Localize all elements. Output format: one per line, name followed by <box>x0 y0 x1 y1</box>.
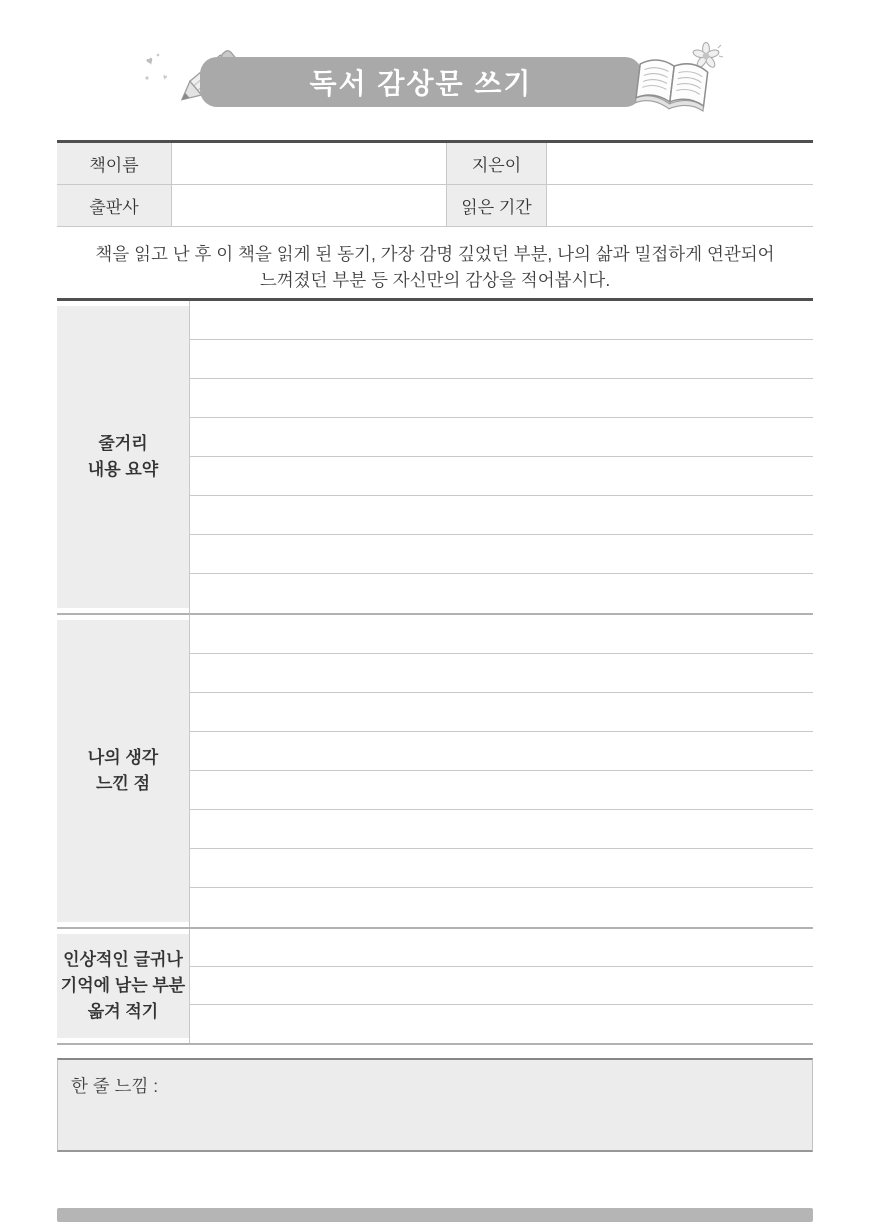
writing-line[interactable] <box>190 418 813 457</box>
one-line-feeling-label: 한 줄 느낌 : <box>71 1076 159 1096</box>
header-banner <box>200 57 642 107</box>
instruction-line-1: 책을 읽고 난 후 이 책을 읽게 된 동기, 가장 감명 깊었던 부분, 나의 삶과 밀접하게 연관되어 <box>95 244 775 264</box>
reading-period-label: 읽은 기간 <box>447 185 547 227</box>
open-book-icon <box>626 42 724 125</box>
writing-grid <box>57 298 813 1045</box>
writing-line[interactable] <box>190 301 813 340</box>
writing-line[interactable] <box>190 535 813 574</box>
svg-text:♥: ♥ <box>143 53 156 69</box>
writing-line[interactable] <box>190 340 813 379</box>
writing-line[interactable] <box>190 732 813 771</box>
quotes-section <box>57 927 813 1043</box>
summary-label-column <box>57 301 190 613</box>
author-input[interactable] <box>547 143 813 185</box>
label-line: 내용 요약 <box>87 460 159 479</box>
label-line: 인상적인 글귀나 <box>63 950 183 969</box>
writing-line[interactable] <box>190 379 813 418</box>
thoughts-section <box>57 613 813 927</box>
page-title: 독서 감상문 쓰기 <box>309 68 533 99</box>
thoughts-label-column <box>57 615 190 927</box>
book-title-label: 책이름 <box>57 143 172 185</box>
writing-line[interactable] <box>190 771 813 810</box>
author-label: 지은이 <box>447 143 547 185</box>
summary-section <box>57 301 813 613</box>
book-title-input[interactable] <box>172 143 447 185</box>
writing-line[interactable] <box>190 615 813 654</box>
one-line-feeling-box[interactable] <box>57 1058 813 1152</box>
publisher-label: 출판사 <box>57 185 172 227</box>
instruction-line-2: 느껴졌던 부분 등 자신만의 감상을 적어봅시다. <box>259 270 611 290</box>
book-info-table <box>57 140 813 227</box>
quotes-writing-area[interactable] <box>190 929 813 1043</box>
footer-bar <box>57 1208 813 1222</box>
writing-line[interactable] <box>190 1005 813 1043</box>
label-line: 느낀 점 <box>96 774 150 793</box>
quotes-label <box>57 934 189 1038</box>
label-line: 줄거리 <box>98 434 148 453</box>
instruction-text <box>57 241 813 293</box>
writing-line[interactable] <box>190 457 813 496</box>
thoughts-label <box>57 620 189 922</box>
writing-line[interactable] <box>190 496 813 535</box>
writing-line[interactable] <box>190 888 813 927</box>
writing-line[interactable] <box>190 810 813 849</box>
svg-text:♥: ♥ <box>161 72 169 83</box>
summary-label <box>57 306 189 608</box>
thoughts-writing-area[interactable] <box>190 615 813 927</box>
writing-line[interactable] <box>190 574 813 613</box>
summary-writing-area[interactable] <box>190 301 813 613</box>
label-line: 나의 생각 <box>87 748 159 767</box>
writing-line[interactable] <box>190 929 813 967</box>
writing-line[interactable] <box>190 967 813 1005</box>
label-line: 옮겨 적기 <box>87 1002 159 1021</box>
writing-line[interactable] <box>190 849 813 888</box>
label-line: 기억에 남는 부분 <box>60 976 186 995</box>
publisher-input[interactable] <box>172 185 447 227</box>
writing-line[interactable] <box>190 693 813 732</box>
writing-line[interactable] <box>190 654 813 693</box>
reading-period-input[interactable] <box>547 185 813 227</box>
quotes-label-column <box>57 929 190 1043</box>
